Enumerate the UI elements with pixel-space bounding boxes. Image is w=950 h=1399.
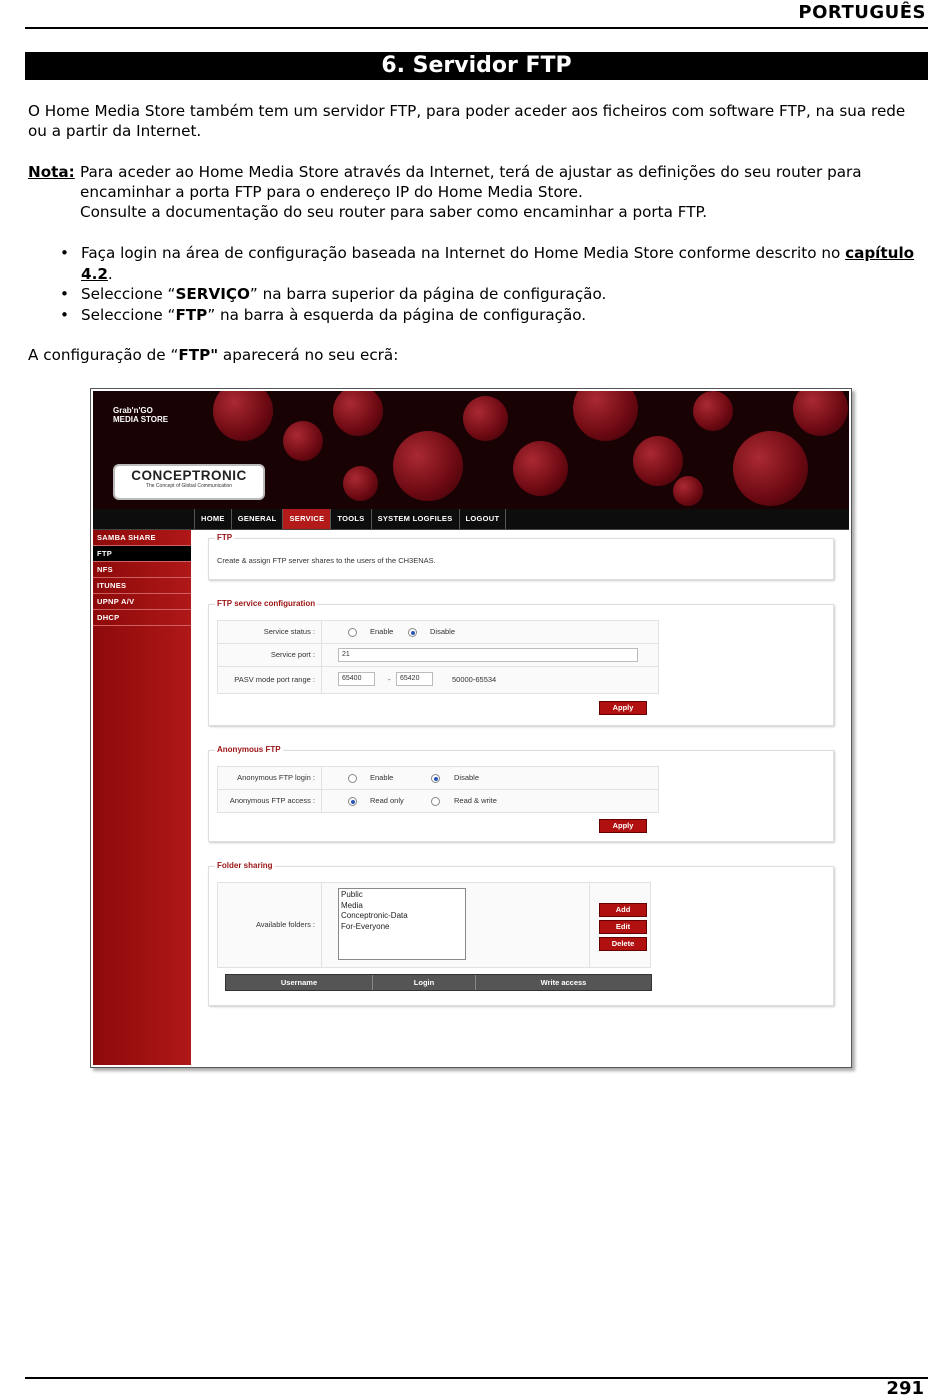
- folder-sharing-legend: Folder sharing: [217, 861, 273, 870]
- logo-text: CONCEPTRONIC: [131, 468, 247, 483]
- nav-tools[interactable]: TOOLS: [330, 509, 370, 529]
- note-line-2: Consulte a documentação do seu router para saber como encaminhar a porta FTP.: [80, 203, 708, 221]
- anonymous-ftp-panel: [208, 745, 834, 842]
- service-status-row: [217, 620, 659, 644]
- ftp-config-screenshot: [90, 388, 852, 1068]
- decor-bubble: [393, 431, 463, 501]
- add-button[interactable]: Add: [599, 903, 647, 917]
- sidebar-item-upnp-av[interactable]: UPNP A/V: [93, 594, 191, 610]
- step-text: ” na barra superior da página de configuração.: [249, 285, 607, 303]
- sidebar: [93, 530, 191, 1065]
- step-end: .: [107, 264, 113, 283]
- step-item: [60, 305, 924, 326]
- decor-bubble: [283, 421, 323, 461]
- anon-login-enable-label: Enable: [370, 773, 394, 782]
- brand-line-2: MEDIA STORE: [113, 415, 169, 424]
- anon-read-only-label: Read only: [370, 796, 404, 805]
- service-port-row: [217, 643, 659, 667]
- nav-logout[interactable]: LOGOUT: [459, 509, 507, 529]
- step-keyword: FTP: [175, 305, 208, 324]
- chapter-link[interactable]: capítulo 4.2: [81, 244, 915, 283]
- note-body: [80, 162, 924, 222]
- folder-sharing-panel: [208, 861, 834, 1006]
- anon-access-label: Anonymous FTP access :: [218, 790, 322, 812]
- service-port-label: Service port :: [218, 644, 322, 666]
- nav-general[interactable]: GENERAL: [231, 509, 283, 529]
- folder-item[interactable]: Conceptronic-Data: [341, 911, 408, 920]
- footer-rule: [25, 1377, 928, 1379]
- pasv-range-label: PASV mode port range :: [218, 667, 322, 693]
- closing-text: A configuração de “: [28, 346, 179, 364]
- anon-login-disable-label: Disable: [454, 773, 480, 782]
- anonymous-legend: Anonymous FTP: [217, 745, 281, 754]
- logo-tagline: The Concept of Global Communication: [145, 483, 233, 489]
- step-text: Faça login na área de configuração baseada na Internet do Home Media Store conforme descrito no: [81, 244, 846, 262]
- sidebar-item-samba-share[interactable]: SAMBA SHARE: [93, 530, 191, 546]
- decor-bubble: [333, 391, 383, 436]
- header-rule: [25, 27, 928, 29]
- column-login[interactable]: Login: [373, 975, 476, 990]
- step-keyword: SERVIÇO: [175, 285, 250, 303]
- service-legend: FTP service configuration: [217, 599, 316, 608]
- decor-bubble: [733, 431, 808, 506]
- decor-bubble: [793, 391, 848, 436]
- ftp-legend: FTP: [217, 533, 233, 542]
- folder-item[interactable]: For-Everyone: [341, 921, 390, 931]
- decor-bubble: [633, 436, 683, 486]
- step-item: [60, 284, 924, 305]
- product-brand: [113, 406, 168, 424]
- service-enable-label: Enable: [370, 627, 394, 636]
- sidebar-item-dhcp[interactable]: DHCP: [93, 610, 191, 626]
- conceptronic-logo: [113, 464, 265, 500]
- pasv-range-row: [217, 666, 659, 694]
- sidebar-item-itunes[interactable]: ITUNES: [93, 578, 191, 594]
- sidebar-item-ftp[interactable]: FTP: [93, 546, 191, 562]
- anon-read-write-radio[interactable]: [431, 797, 440, 806]
- service-disable-label: Disable: [430, 627, 456, 636]
- page-number: 291: [886, 1378, 924, 1399]
- decor-bubble: [693, 391, 733, 431]
- pasv-range-hint: 50000-65534: [452, 675, 497, 684]
- anon-login-enable-radio[interactable]: [348, 774, 357, 783]
- service-status-label: Service status :: [218, 621, 322, 643]
- column-username[interactable]: Username: [226, 975, 373, 990]
- step-text: Seleccione “: [81, 285, 176, 303]
- decor-bubble: [573, 391, 638, 441]
- ftp-info-panel: [208, 533, 834, 580]
- decor-bubble: [213, 391, 273, 441]
- closing-text: aparecerá no seu ecrã:: [218, 346, 399, 364]
- pasv-from-input[interactable]: 65400: [338, 672, 375, 686]
- service-disable-radio[interactable]: [408, 628, 417, 637]
- brand-line-1: Grab'n'GO: [113, 406, 153, 415]
- service-port-input[interactable]: 21: [338, 648, 638, 662]
- step-item: [60, 243, 924, 284]
- ftp-description: Create & assign FTP server shares to the users of the CH3ENAS.: [217, 556, 436, 565]
- decor-bubble: [513, 441, 568, 496]
- steps-list: [60, 243, 924, 325]
- anon-login-label: Anonymous FTP login :: [218, 767, 322, 789]
- nav-service[interactable]: SERVICE: [282, 509, 330, 529]
- service-apply-button[interactable]: Apply: [599, 701, 647, 715]
- folder-item[interactable]: Media: [341, 900, 363, 910]
- available-folders-label: Available folders :: [218, 883, 322, 967]
- anon-login-row: [217, 766, 659, 790]
- ftp-service-panel: [208, 599, 834, 726]
- service-enable-radio[interactable]: [348, 628, 357, 637]
- closing-paragraph: [28, 345, 924, 365]
- nav-home[interactable]: HOME: [194, 509, 231, 529]
- anon-login-disable-radio[interactable]: [431, 774, 440, 783]
- main-content: [192, 530, 849, 1065]
- section-title: 6. Servidor FTP: [25, 52, 928, 80]
- closing-keyword: FTP": [178, 346, 219, 364]
- edit-button[interactable]: Edit: [599, 920, 647, 934]
- anon-apply-button[interactable]: Apply: [599, 819, 647, 833]
- available-folders-row: [217, 882, 629, 968]
- anon-access-row: [217, 789, 659, 813]
- sidebar-item-nfs[interactable]: NFS: [93, 562, 191, 578]
- anon-read-only-radio[interactable]: [348, 797, 357, 806]
- decor-bubble: [673, 476, 703, 506]
- intro-paragraph: O Home Media Store também tem um servidor FTP, para poder aceder aos ficheiros com software FTP, na sua rede ou a partir da Internet.: [28, 102, 906, 140]
- step-text: Seleccione “: [81, 305, 176, 324]
- decor-bubble: [343, 466, 378, 501]
- users-table-header: [225, 974, 652, 991]
- anon-read-write-label: Read & write: [454, 796, 497, 805]
- note-label: Nota:: [28, 163, 75, 181]
- decor-bubble: [463, 396, 508, 441]
- language-header: PORTUGUÊS: [798, 2, 926, 23]
- folder-item[interactable]: Public: [341, 890, 363, 899]
- banner: [93, 391, 849, 509]
- step-text: ” na barra à esquerda da página de configuração.: [207, 305, 587, 324]
- note-block: [28, 162, 924, 222]
- pasv-to-input[interactable]: 65420: [396, 672, 433, 686]
- delete-button[interactable]: Delete: [599, 937, 647, 951]
- note-line-1: Para aceder ao Home Media Store através da Internet, terá de ajustar as definições do seu router para encaminhar a porta FTP para o endereço IP do Home Media Store.: [80, 163, 862, 201]
- pasv-separator: -: [388, 675, 391, 684]
- top-nav: [93, 509, 849, 530]
- nav-system-logfiles[interactable]: SYSTEM LOGFILES: [371, 509, 459, 529]
- folders-listbox[interactable]: [338, 888, 466, 960]
- column-write-access[interactable]: Write access: [540, 978, 587, 987]
